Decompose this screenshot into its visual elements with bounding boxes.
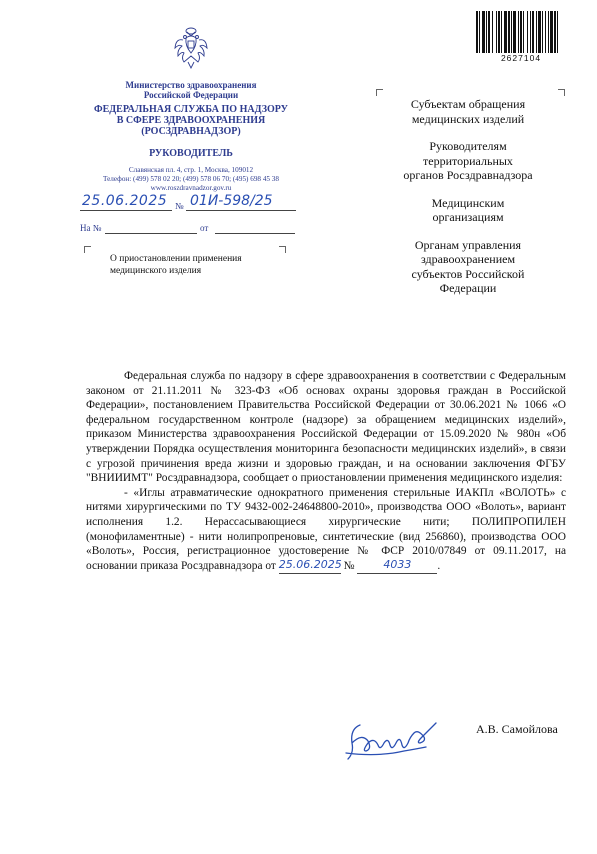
barcode-bar [492, 11, 493, 53]
barcode-bar [476, 11, 478, 53]
barcode-bar [513, 11, 516, 53]
addressee-group: Медицинским организациям [431, 195, 505, 224]
barcode-bar [486, 11, 487, 53]
date-line [80, 210, 172, 211]
barcode-bar [511, 11, 512, 53]
barcode-bar [479, 11, 480, 53]
barcode-bar [504, 11, 507, 53]
address-block: Славянская пл. 4, стр. 1, Москва, 109012 Телефон: (499) 578 02 20; (499) 578 06 70; (495) 698 45 38 www.roszdravnadzor.gov.ru [103, 166, 279, 192]
signature [338, 707, 458, 767]
corner-mark [279, 246, 286, 253]
corner-mark [558, 89, 565, 96]
barcode-bar [542, 11, 543, 53]
barcode-bar [557, 11, 558, 53]
service-name: ФЕДЕРАЛЬНАЯ СЛУЖБА ПО НАДЗОРУ В СФЕРЕ ЗДРАВООХРАНЕНИЯ (РОСЗДРАВНАДЗОР) [94, 104, 288, 137]
barcode-bar [496, 11, 497, 53]
barcode-bar [554, 11, 556, 53]
addressee-group: Руководителям территориальных органов Росздравнадзора [403, 139, 533, 182]
barcode-bar [532, 11, 534, 53]
corner-mark [84, 246, 91, 253]
barcode-bar [527, 11, 528, 53]
addressee-group: Органам управления здравоохранением субъектов Российской Федерации [411, 237, 525, 295]
signer-name: А.В. Самойлова [476, 722, 558, 736]
barcode-bar [530, 11, 531, 53]
corner-mark [376, 89, 383, 96]
body-paragraph-device: - «Иглы атравматические однократного применения стерильные ИАКПл «ВОЛОТЬ» с нитями хирургическими по ТУ 9432-002-24648800-2010», производства ООО «Волоть», вариант исполнения 1.2. Нерассасывающиеся хирургические нити; ПОЛИПРОПИЛЕН (монофиламентные) - нити нолипропреновые, синтетические (вид 256860), производства ООО «Волоть», Россия, регистрационное удостоверение № ФСР 2010/07849 от 09.11.2017, на основании приказа Росздравнадзора от 25.06.2025 № 4033 . [86, 486, 566, 575]
barcode-bar [550, 11, 553, 53]
barcode-bar [545, 11, 546, 53]
barcode-bar [518, 11, 519, 53]
barcode-bar [523, 11, 524, 53]
barcode-bar [501, 11, 502, 53]
outgoing-date: 25.06.2025 [82, 193, 168, 209]
barcode-bar [482, 11, 485, 53]
letter-subject: О приостановлении применения медицинского изделия [110, 254, 242, 276]
body-paragraph: Федеральная служба по надзору в сфере здравоохранения в соответствии с Федеральным законом от 21.11.2011 № 323-ФЗ «Об основах охраны здоровья граждан в Российской Федерации», постановлением Правительства Российской Федерации от 30.06.2021 № 1066 «О федеральном государственном контроле (надзоре) за обращением медицинских изделий», приказом Министерства здравоохранения Российской Федерации от 15.09.2020 № 980н «Об утверждении Порядка осуществления мониторинга безопасности медицинских изделий», в связи с угрозой причинения вреда жизни и здоровью граждан, и на основании заключения ФГБУ "ВНИИИМТ" Росздравнадзора, сообщает о приостановлении применения медицинского изделия: [86, 370, 566, 485]
reference-date-label: от [200, 223, 209, 233]
coat-of-arms-icon [173, 26, 209, 70]
order-number-field: 4033 [357, 559, 437, 575]
barcode-bar [520, 11, 522, 53]
number-label: № [175, 201, 184, 211]
barcode-bar [536, 11, 537, 53]
barcode-bar [488, 11, 490, 53]
barcode-bar [538, 11, 541, 53]
outgoing-number: 01И-598/25 [190, 193, 273, 209]
barcode-number: 2627104 [500, 53, 542, 63]
reference-date-line [215, 233, 295, 234]
head-title: РУКОВОДИТЕЛЬ [149, 148, 233, 159]
reference-number-line [105, 233, 197, 234]
barcode-bar [498, 11, 500, 53]
barcode-bar [508, 11, 510, 53]
barcode [476, 11, 566, 53]
ministry-name: Министерство здравоохранения Российской Федерации [125, 80, 257, 100]
reference-label: На № [80, 223, 102, 233]
barcode-bar [548, 11, 549, 53]
addressee-group: Субъектам обращения медицинских изделий [410, 97, 526, 126]
letter-body [86, 369, 566, 574]
number-line [186, 210, 296, 211]
addressees-block [378, 97, 558, 309]
order-date-field: 25.06.2025 [279, 559, 341, 575]
